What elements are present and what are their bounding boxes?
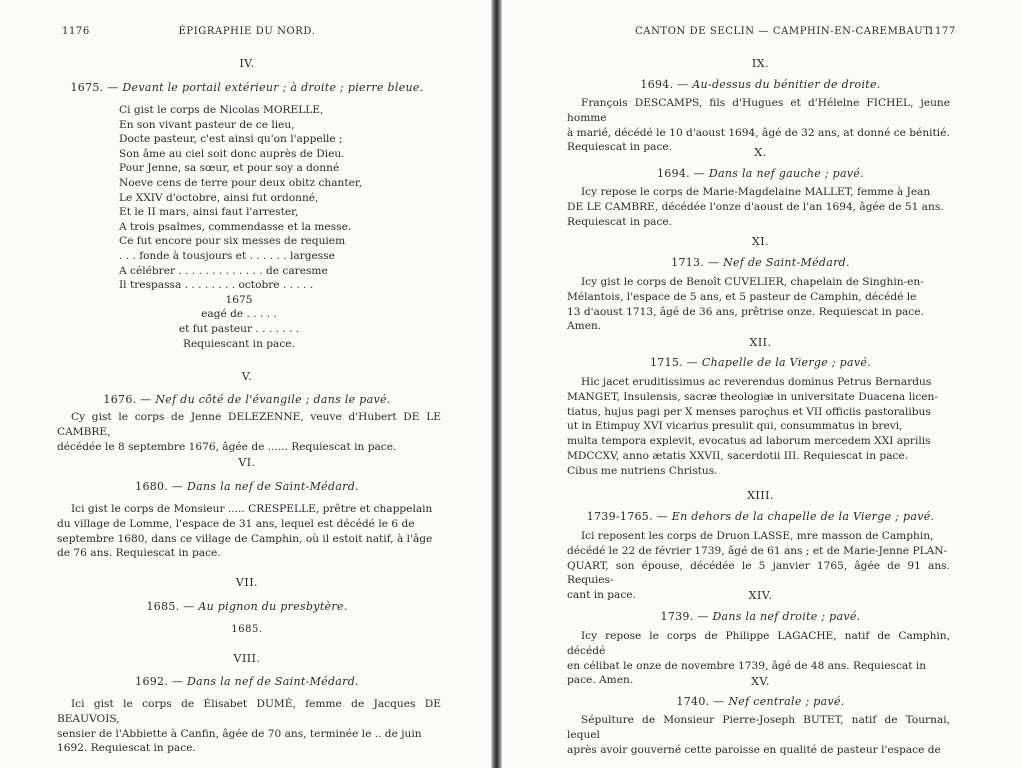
- text-line: après avoir gouverné cette paroisse en qualité de pasteur l'espace de: [567, 743, 941, 756]
- section-xii-roman: XII.: [749, 336, 772, 349]
- section-ix-date: 1694.: [640, 78, 674, 91]
- section-iv-roman: IV.: [239, 57, 255, 70]
- section-xiv-roman: XIV.: [748, 589, 773, 602]
- right-page-number: 1177: [928, 26, 956, 37]
- poem-line: Pour Jenne, sa sœur, et pour soy a donné: [119, 162, 340, 175]
- section-xi-text: [567, 275, 950, 334]
- section-iv-place: Devant le portail extérieur ; à droite ; pierre bleue.: [122, 81, 424, 94]
- right-running-head: CANTON DE SECLIN — CAMPHIN-EN-CAREMBAUT.: [635, 26, 933, 37]
- epitaph-poem: [119, 103, 389, 351]
- poem-line: Le XXIV d'octobre, ainsi fut ordonné,: [119, 191, 319, 204]
- section-xii-date: 1715.: [650, 356, 683, 369]
- section-ix-place: Au-dessus du bénitier de droite.: [692, 78, 881, 91]
- text-line: septembre 1680, dans ce village de Camphin, où il estoit natif, à l'âge: [57, 532, 433, 545]
- poem-line: Docte pasteur, c'est ainsi qu'on l'appelle ;: [119, 133, 343, 146]
- section-x-heading: 1694. — Dans la nef gauche ; pavé.: [656, 167, 864, 180]
- section-vii-place: Au pignon du presbytère.: [198, 600, 348, 613]
- section-vi-text: [57, 502, 441, 561]
- text-line: cant in pace.: [567, 589, 636, 602]
- section-vi-place: Dans la nef de Saint-Médard.: [187, 480, 359, 493]
- section-viii-roman: VIII.: [233, 652, 261, 665]
- poem-line: A célébrer . . . . . . . . . . . . . de caresme: [119, 264, 328, 277]
- text-line: 1692. Requiescat in pace.: [57, 742, 196, 755]
- section-iv-heading: 1675. — Devant le portail extérieur ; à droite ; pierre bleue.: [70, 81, 424, 94]
- section-xv-place: Nef centrale ; pavé.: [728, 695, 845, 708]
- text-line: QUART, son épouse, décédée le 5 janvier 1765, âgée de 91 ans. Requies-: [567, 559, 950, 587]
- text-line: François DESCAMPS, fils d'Hugues et d'Hélelne FICHEL, jeune homme: [567, 97, 950, 124]
- text-line: MANGET, Insulensis, sacræ theologiæ in universitate Duacena licen-: [567, 390, 938, 403]
- section-xiii-date: 1739-1765.: [586, 510, 653, 523]
- section-viii-date: 1692.: [135, 675, 169, 688]
- left-page-number: 1176: [62, 26, 90, 37]
- section-vi-date: 1680.: [135, 480, 169, 493]
- section-ix-roman: IX.: [751, 57, 770, 70]
- text-line: tiatus, hujus pagi per X menses paroçhus et VII officiis pastoralibus: [567, 405, 931, 418]
- section-x-text: [567, 185, 950, 229]
- text-line: 13 d'aoust 1713, âgé de 36 ans, prêtrise onze. Requiescat in pace.: [567, 305, 924, 318]
- poem-line: Ce fut encore pour six messes de requiem: [119, 235, 346, 248]
- section-xi-place: Nef de Saint-Médard.: [723, 256, 850, 269]
- section-vii-heading: 1685. — Au pignon du presbytère.: [146, 600, 348, 613]
- section-v-date: 1676.: [103, 393, 137, 406]
- section-iv-date: 1675.: [70, 81, 104, 94]
- text-line: décédée le 8 septembre 1676, âgée de ...... Requiescat in pace.: [57, 440, 397, 453]
- text-line: sensier de l'Abbiette à Canfin, âgée de 70 ans, terminée le .. de juin: [57, 727, 422, 740]
- section-xiv-date: 1739.: [660, 610, 694, 623]
- text-line: Icy repose le corps de Marie-Magdelaine MALLET, femme à Jean: [581, 186, 931, 198]
- poem-line: Ci gist le corps de Nicolas MORELLE,: [119, 104, 324, 116]
- poem-line: A trois psalmes, commendasse et la messe.: [119, 220, 352, 233]
- section-xiii-place: En dehors de la chapelle de la Vierge ; pavé.: [671, 510, 935, 523]
- section-xi-roman: XI.: [751, 235, 770, 248]
- right-page: [500, 0, 1021, 768]
- text-line: Hic jacet eruditissimus ac reverendus dominus Petrus Bernardus: [581, 376, 932, 388]
- text-line: du village de Lomme, l'espace de 31 ans, lequel est décédé le 6 de: [57, 517, 415, 530]
- section-x-place: Dans la nef gauche ; pavé.: [708, 167, 864, 180]
- section-viii-text: [57, 697, 441, 756]
- section-vii-roman: VII.: [235, 576, 259, 589]
- section-v-heading: 1676. — Nef du côté de l'évangile ; dans le pavé.: [103, 393, 391, 406]
- text-line: Sépulture de Monsieur Pierre-Joseph BUTET, natif de Tournai, lequel: [567, 714, 950, 741]
- poem-line: En son vivant pasteur de ce lieu,: [119, 118, 295, 131]
- text-line: Requiescat in pace.: [567, 215, 673, 228]
- poem-line: Son âme au ciel soit donc auprès de Dieu.: [119, 147, 345, 160]
- section-viii-place: Dans la nef de Saint-Médard.: [187, 675, 359, 688]
- section-xii-heading: 1715. — Chapelle de la Vierge ; pavé.: [650, 356, 871, 369]
- section-vi-heading: 1680. — Dans la nef de Saint-Médard.: [135, 480, 359, 493]
- text-line: DE LE CAMBRE, décédée l'onze d'aoust de l'an 1694, âgée de 51 ans.: [567, 200, 944, 213]
- section-x-roman: X.: [754, 146, 767, 159]
- section-viii-heading: 1692. — Dans la nef de Saint-Médard.: [135, 675, 359, 688]
- section-ix-heading: 1694. — Au-dessus du bénitier de droite.: [640, 78, 881, 91]
- text-line: Ici gist le corps de Monsieur ..... CRESPELLE, prêtre et chappelain: [71, 503, 433, 515]
- section-xi-date: 1713.: [671, 256, 705, 269]
- section-xiv-place: Dans la nef droite ; pavé.: [712, 610, 861, 623]
- text-line: Requiescat in pace.: [567, 141, 673, 154]
- poem-tail-line: Requiescant in pace.: [183, 337, 295, 350]
- text-line: Ici reposent les corps de Druon LASSE, mre masson de Camphin,: [581, 530, 934, 542]
- text-line: Cy gist le corps de Jenne DELEZENNE, veuve d'Hubert DE LE CAMBRE,: [57, 411, 441, 438]
- section-v-place: Nef du côté de l'évangile ; dans le pavé.: [155, 393, 391, 406]
- text-line: en célibat le onze de novembre 1739, âgé de 48 ans. Requiescat in: [567, 659, 927, 672]
- text-line: décédé le 22 de février 1739, âgé de 61 ans ; et de Marie-Jenne PLAN-: [567, 544, 948, 557]
- text-line: de 76 ans. Requiescat in pace.: [57, 547, 221, 560]
- section-vii-year: 1685.: [231, 624, 263, 635]
- poem-line: Et le II mars, ainsi faut l'arrester,: [119, 206, 299, 219]
- text-line: pace. Amen.: [567, 674, 634, 687]
- section-xi-heading: 1713. — Nef de Saint-Médard.: [671, 256, 850, 269]
- section-xiv-heading: 1739. — Dans la nef droite ; pavé.: [660, 610, 861, 623]
- left-page: [0, 0, 494, 768]
- section-vii-date: 1685.: [146, 600, 180, 613]
- text-line: Amen.: [567, 320, 602, 333]
- text-line: Mélantois, l'espace de 5 ans, et 5 pasteur de Camphin, décédé le: [567, 290, 917, 303]
- section-xv-date: 1740.: [676, 695, 710, 708]
- section-xiii-roman: XIII.: [747, 489, 774, 502]
- text-line: Ici gist le corps de Élisabet DUMÉ, femme de Jacques DE BEAUVOIS,: [57, 698, 441, 725]
- text-line: MDCCXV, anno ætatis XXVII, sacerdotii III. Requiescat in pace.: [567, 449, 909, 462]
- section-x-date: 1694.: [656, 167, 690, 180]
- section-xv-roman: XV.: [751, 675, 770, 688]
- poem-tail-line: eagé de . . . . .: [201, 308, 277, 321]
- section-xiii-heading: 1739-1765. — En dehors de la chapelle de la Vierge ; pavé.: [586, 510, 935, 523]
- poem-tail-line: et fut pasteur . . . . . . .: [178, 322, 300, 335]
- text-line: Icy gist le corps de Benoît CUVELIER, chapelain de Singhin-en-: [581, 276, 924, 288]
- section-xii-text: [567, 375, 950, 479]
- poem-line: . . . fonde à tousjours et . . . . . . largesse: [119, 249, 335, 262]
- section-xv-heading: 1740. — Nef centrale ; pavé.: [676, 695, 845, 708]
- text-line: multa tempora explevit, evocatus ad laborum mercedem XXI aprilis: [567, 435, 931, 448]
- text-line: ut in Etimpuy XVI vicarius presulit qui, consummatus in brevi,: [567, 420, 903, 433]
- section-v-text: [57, 410, 441, 454]
- section-xii-place: Chapelle de la Vierge ; pavé.: [701, 356, 871, 369]
- section-xv-text: [567, 713, 950, 757]
- poem-tail-line: 1675: [225, 293, 253, 306]
- left-running-head: ÉPIGRAPHIE DU NORD.: [178, 26, 316, 37]
- section-v-roman: V.: [241, 370, 253, 383]
- section-vi-roman: VI.: [238, 456, 256, 469]
- text-line: à marié, décédé le 10 d'aoust 1694, âgé de 32 ans, at donné ce bénitié.: [567, 126, 950, 139]
- poem-line: Noeve cens de terre pour deux obitz chanter,: [119, 176, 363, 189]
- poem-line: Il trespassa . . . . . . . . octobre . . . . .: [119, 279, 314, 292]
- text-line: Icy repose le corps de Philippe LAGACHE, natif de Camphin, décédé: [567, 630, 950, 657]
- text-line: Cibus me nutriens Christus.: [567, 464, 718, 477]
